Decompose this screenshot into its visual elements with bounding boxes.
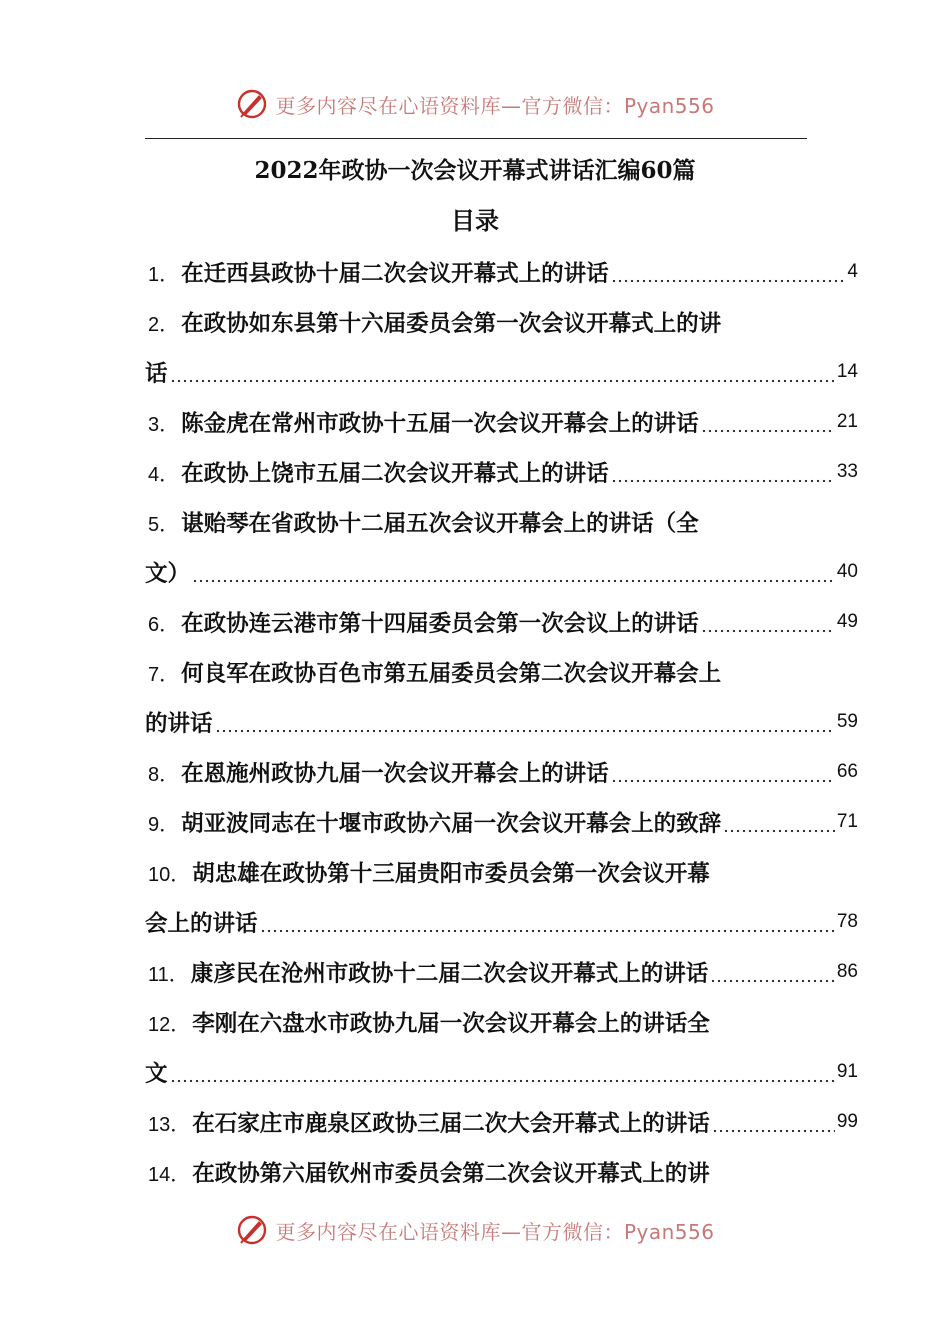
toc-entry-number: 4． bbox=[148, 463, 180, 486]
toc-entry-line bbox=[145, 547, 858, 597]
quill-logo-icon bbox=[235, 87, 269, 121]
toc-page-number: 4 bbox=[847, 261, 858, 282]
watermark-footer bbox=[0, 1212, 950, 1248]
toc-entry-line bbox=[145, 497, 807, 547]
toc-entry-number: 5． bbox=[148, 513, 180, 536]
toc-entry-line bbox=[145, 347, 858, 397]
toc-page-number: 66 bbox=[836, 761, 858, 782]
toc-entry-line bbox=[145, 947, 858, 997]
toc-entry[interactable] bbox=[145, 297, 858, 397]
dot-leader bbox=[170, 366, 835, 384]
toc-page-number: 49 bbox=[836, 611, 858, 632]
toc-entry[interactable] bbox=[145, 997, 858, 1097]
dot-leader bbox=[611, 466, 835, 484]
toc-entry-title-continued: 话 bbox=[145, 361, 168, 387]
toc-entry-line bbox=[145, 247, 858, 297]
toc-page-number: 59 bbox=[836, 711, 858, 732]
dot-leader bbox=[611, 266, 846, 284]
toc-entry-number: 11． bbox=[148, 963, 189, 986]
toc-entry-line bbox=[145, 1147, 807, 1197]
toc-entry-number: 2． bbox=[148, 313, 180, 336]
toc-entry-line bbox=[145, 447, 858, 497]
toc-entry-line bbox=[145, 397, 858, 447]
toc-entry-title-continued: 文） bbox=[145, 561, 191, 587]
toc-entry-title: 何良军在政协百色市第五届委员会第二次会议开幕会上 bbox=[181, 661, 722, 687]
toc-entry[interactable] bbox=[145, 597, 858, 647]
header-rule bbox=[145, 138, 807, 139]
toc-entry-number: 1． bbox=[148, 263, 180, 286]
toc-entry[interactable] bbox=[145, 447, 858, 497]
dot-leader bbox=[260, 916, 835, 934]
toc-entry-title: 在政协上饶市五届二次会议开幕式上的讲话 bbox=[181, 461, 609, 487]
toc-entry-number: 12． bbox=[148, 1013, 191, 1036]
toc-entry-title: 康彦民在沧州市政协十二届二次会议开幕式上的讲话 bbox=[190, 961, 709, 987]
toc-entry[interactable] bbox=[145, 947, 858, 997]
watermark-header bbox=[0, 86, 950, 122]
toc-page-number: 33 bbox=[836, 461, 858, 482]
toc-entry-title: 陈金虎在常州市政协十五届一次会议开幕会上的讲话 bbox=[181, 411, 699, 437]
toc-entry-title: 在迁西县政协十届二次会议开幕式上的讲话 bbox=[181, 261, 609, 287]
toc-entry-title: 在政协第六届钦州市委员会第二次会议开幕式上的讲 bbox=[192, 1161, 710, 1187]
toc-entry-line bbox=[145, 697, 858, 747]
toc-entry-title: 在政协如东县第十六届委员会第一次会议开幕式上的讲 bbox=[181, 311, 722, 337]
watermark-text: 更多内容尽在心语资料库—官方微信：Pyan556 bbox=[275, 1219, 715, 1244]
toc-entry-line bbox=[145, 747, 858, 797]
toc-entry-line bbox=[145, 847, 807, 897]
watermark-text: 更多内容尽在心语资料库—官方微信：Pyan556 bbox=[275, 93, 715, 118]
table-of-contents bbox=[145, 247, 858, 1197]
toc-entry-line bbox=[145, 897, 858, 947]
toc-entry[interactable] bbox=[145, 747, 858, 797]
toc-entry[interactable] bbox=[145, 1147, 858, 1197]
dot-leader bbox=[701, 616, 835, 634]
toc-entry-title: 在石家庄市鹿泉区政协三届二次大会开幕式上的讲话 bbox=[192, 1111, 710, 1137]
dot-leader bbox=[710, 966, 835, 984]
toc-entry-line bbox=[145, 997, 807, 1047]
toc-entry-line bbox=[145, 797, 858, 847]
toc-entry-title: 李刚在六盘水市政协九届一次会议开幕会上的讲话全 bbox=[192, 1011, 710, 1037]
toc-page-number: 91 bbox=[836, 1061, 858, 1082]
dot-leader bbox=[215, 716, 835, 734]
toc-entry-title: 在恩施州政协九届一次会议开幕会上的讲话 bbox=[181, 761, 609, 787]
toc-entry-number: 3． bbox=[148, 413, 180, 436]
toc-entry[interactable] bbox=[145, 1097, 858, 1147]
toc-page-number: 14 bbox=[836, 361, 858, 382]
toc-entry-number: 8． bbox=[148, 763, 180, 786]
toc-entry-title-continued: 文 bbox=[145, 1061, 168, 1087]
toc-entry-number: 6． bbox=[148, 613, 180, 636]
toc-page-number: 86 bbox=[836, 961, 858, 982]
toc-entry[interactable] bbox=[145, 497, 858, 597]
toc-entry-line bbox=[145, 1097, 858, 1147]
toc-entry-title: 在政协连云港市第十四届委员会第一次会议上的讲话 bbox=[181, 611, 699, 637]
dot-leader bbox=[701, 416, 835, 434]
toc-page-number: 78 bbox=[836, 911, 858, 932]
dot-leader bbox=[712, 1116, 835, 1134]
toc-entry-title: 谌贻琴在省政协十二届五次会议开幕会上的讲话（全 bbox=[181, 511, 699, 537]
toc-page-number: 40 bbox=[836, 561, 858, 582]
toc-entry-title-continued: 的讲话 bbox=[145, 711, 213, 737]
document-title: 2022年政协一次会议开幕式讲话汇编60篇 bbox=[254, 157, 696, 184]
dot-leader bbox=[170, 1066, 835, 1084]
toc-page-number: 71 bbox=[836, 811, 858, 832]
toc-page-number: 21 bbox=[836, 411, 858, 432]
dot-leader bbox=[192, 566, 835, 584]
toc-entry-line bbox=[145, 647, 807, 697]
toc-entry-line bbox=[145, 597, 858, 647]
dot-leader bbox=[611, 766, 835, 784]
toc-entry[interactable] bbox=[145, 247, 858, 297]
toc-entry-number: 7． bbox=[148, 663, 180, 686]
toc-entry-line bbox=[145, 297, 807, 347]
toc-heading: 目录 bbox=[451, 206, 499, 235]
toc-entry-title: 胡亚波同志在十堰市政协六届一次会议开幕会上的致辞 bbox=[181, 811, 722, 837]
toc-entry-line bbox=[145, 1047, 858, 1097]
toc-entry-number: 9． bbox=[148, 813, 180, 836]
toc-entry[interactable] bbox=[145, 397, 858, 447]
toc-page-number: 99 bbox=[836, 1111, 858, 1132]
toc-entry-title: 胡忠雄在政协第十三届贵阳市委员会第一次会议开幕 bbox=[192, 861, 710, 887]
toc-entry-number: 13． bbox=[148, 1113, 191, 1136]
toc-entry-number: 10． bbox=[148, 863, 191, 886]
toc-entry-title-continued: 会上的讲话 bbox=[145, 911, 258, 937]
toc-entry[interactable] bbox=[145, 847, 858, 947]
toc-entry[interactable] bbox=[145, 647, 858, 747]
toc-entry-number: 14． bbox=[148, 1163, 191, 1186]
toc-entry[interactable] bbox=[145, 797, 858, 847]
dot-leader bbox=[723, 816, 835, 834]
quill-logo-icon bbox=[235, 1213, 269, 1247]
